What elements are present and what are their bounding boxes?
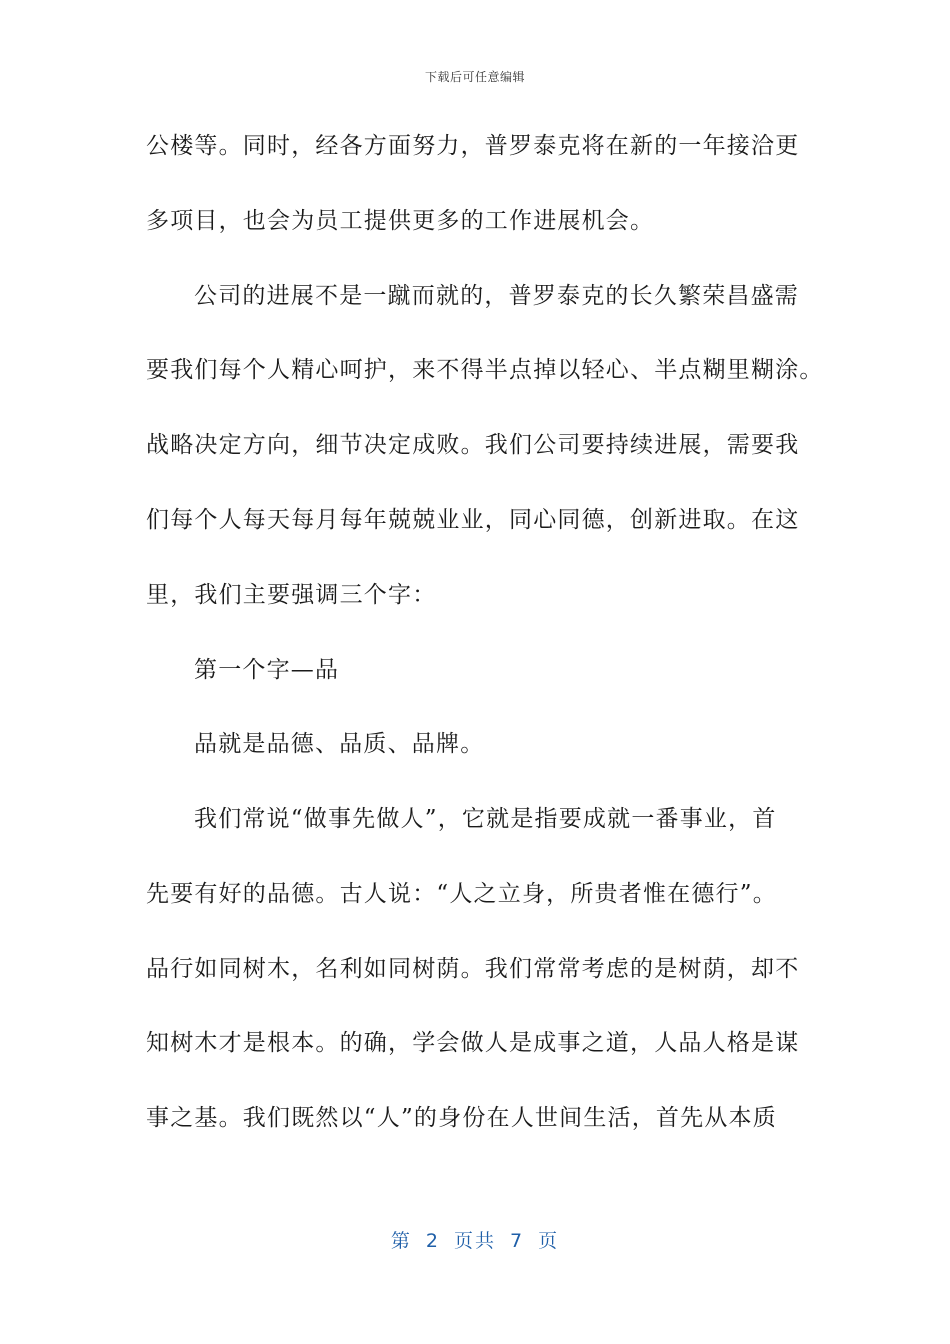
section-heading: 第一个字—品 [194,657,340,683]
paragraph-start-line: 公司的进展不是一蹴而就的，普罗泰克的长久繁荣昌盛需 [194,283,799,309]
page-number-footer: 第 2 页共 7 页 [390,1230,560,1252]
text-line: 战略决定方向，细节决定成败。我们公司要持续进展，需要我 [146,432,800,458]
text-line: 要我们每个人精心呵护，来不得半点掉以轻心、半点糊里糊涂。 [146,357,824,383]
text-line: 多项目，也会为员工提供更多的工作进展机会。 [146,208,655,234]
text-line: 公楼等。同时，经各方面努力，普罗泰克将在新的一年接洽更 [146,133,800,159]
text-line: 们每个人每天每月每年兢兢业业，同心同德，创新进取。在这 [146,507,800,533]
paragraph-start-line: 我们常说“做事先做人”，它就是指要成就一番事业，首 [194,806,777,832]
text-line: 知树木才是根本。的确，学会做人是成事之道，人品人格是谋 [146,1030,800,1056]
text-line: 事之基。我们既然以“人”的身份在人世间生活，首先从本质 [146,1105,777,1131]
text-line: 里，我们主要强调三个字： [146,582,437,608]
paragraph-start-line: 品就是品德、品质、品牌。 [194,731,485,757]
text-line: 先要有好的品德。古人说：“人之立身，所贵者惟在德行”。 [146,881,777,907]
page-header: 下载后可任意编辑 [424,70,525,84]
text-line: 品行如同树木，名利如同树荫。我们常常考虑的是树荫，却不 [146,956,800,982]
